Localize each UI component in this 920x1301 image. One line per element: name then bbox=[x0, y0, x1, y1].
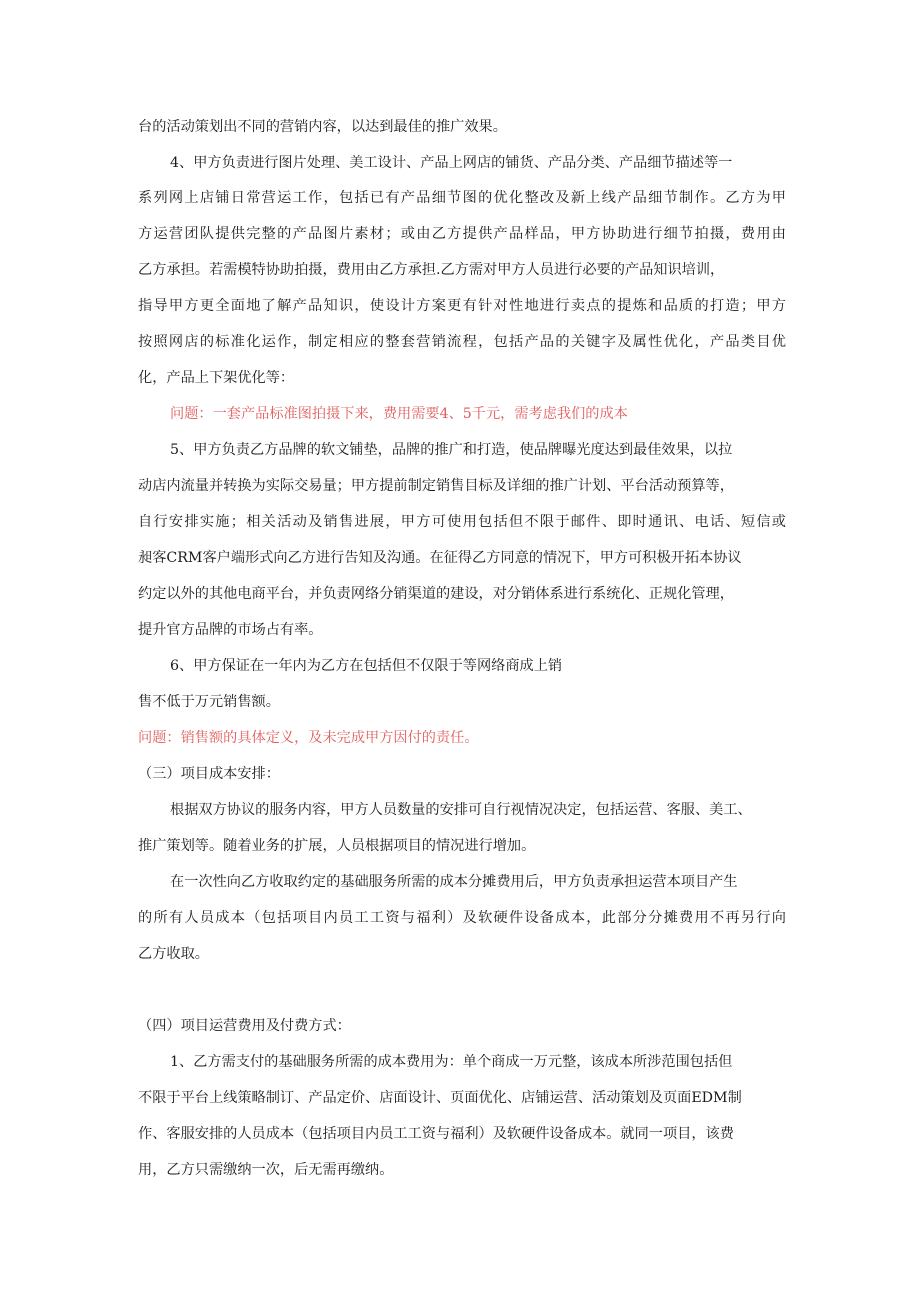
text-line: 自行安排实施；相关活动及销售进展，甲方可使用包括但不限于邮件、即时通讯、电话、短信或 bbox=[138, 514, 786, 530]
text-line: 化，产品上下架优化等： bbox=[138, 370, 295, 386]
text-line: 推广策划等。随着业务的扩展，人员根据项目的情况进行增加。 bbox=[138, 838, 536, 854]
comment-note: 问题：一套产品标准图拍摄下来，费用需要4、5千元，需考虑我们的成本 bbox=[170, 406, 628, 422]
section-heading: （三）项目成本安排： bbox=[138, 766, 280, 782]
text-line: 按照网店的标准化运作，制定相应的整套营销流程，包括产品的关键字及属性优化，产品类目优 bbox=[138, 334, 786, 350]
text-line: 售不低于万元销售额。 bbox=[138, 694, 280, 710]
text-line: 方运营团队提供完整的产品图片素材；或由乙方提供产品样品，甲方协助进行细节拍摄，费用由 bbox=[138, 226, 786, 242]
text-line: 指导甲方更全面地了解产品知识，使设计方案更有针对性地进行卖点的提炼和品质的打造；甲方 bbox=[138, 298, 786, 314]
text-line: 5、甲方负责乙方品牌的软文铺垫，品牌的推广和打造，使品牌曝光度达到最佳效果，以拉 bbox=[170, 442, 733, 458]
text-line: 在一次性向乙方收取约定的基础服务所需的成本分摊费用后，甲方负责承担运营本项目产生 bbox=[170, 874, 738, 890]
text-line: 的所有人员成本（包括项目内员工工资与福利）及软硬件设备成本，此部分分摊费用不再另行向 bbox=[138, 910, 786, 926]
text-line: 乙方收取。 bbox=[138, 946, 209, 962]
text-line: 用，乙方只需缴纳一次，后无需再缴纳。 bbox=[138, 1162, 394, 1178]
text-line: 提升官方品牌的市场占有率。 bbox=[138, 622, 323, 638]
text-line: 系列网上店铺日常营运工作，包括已有产品细节图的优化整改及新上线产品细节制作。乙方为甲 bbox=[138, 190, 786, 206]
comment-note: 问题：销售额的具体定义，及未完成甲方因付的责任。 bbox=[138, 730, 479, 746]
text-line: 台的活动策划出不同的营销内容，以达到最佳的推广效果。 bbox=[138, 119, 507, 135]
section-heading: （四）项目运营费用及付费方式： bbox=[138, 1018, 351, 1034]
text-line: 4、甲方负责进行图片处理、美工设计、产品上网店的铺货、产品分类、产品细节描述等一 bbox=[170, 155, 733, 171]
text-line: 昶客CRM客户端形式向乙方进行告知及沟通。在征得乙方同意的情况下，甲方可积极开拓本协议 bbox=[138, 550, 742, 566]
text-line: 根据双方协议的服务内容，甲方人员数量的安排可自行视情况决定，包括运营、客服、美工、 bbox=[170, 802, 752, 818]
text-line: 不限于平台上线策略制订、产品定价、店面设计、页面优化、店铺运营、活动策划及页面EDM制 bbox=[138, 1090, 742, 1106]
text-line: 1、乙方需支付的基础服务所需的成本费用为：单个商成一万元整，该成本所涉范围包括但 bbox=[170, 1054, 733, 1070]
text-line: 动店内流量并转换为实际交易量；甲方提前制定销售目标及详细的推广计划、平台活动预算等， bbox=[138, 478, 734, 494]
text-line: 6、甲方保证在一年内为乙方在包括但不仅限于等网络商成上销 bbox=[170, 658, 563, 674]
text-line: 乙方承担。若需模特协助拍摄，费用由乙方承担.乙方需对甲方人员进行必要的产品知识培训， bbox=[138, 262, 725, 278]
text-line: 约定以外的其他电商平台，并负责网络分销渠道的建设，对分销体系进行系统化、正规化管理， bbox=[138, 586, 734, 602]
text-line: 作、客服安排的人员成本（包括项目内员工工资与福利）及软硬件设备成本。就同一项目，该费 bbox=[138, 1126, 734, 1142]
